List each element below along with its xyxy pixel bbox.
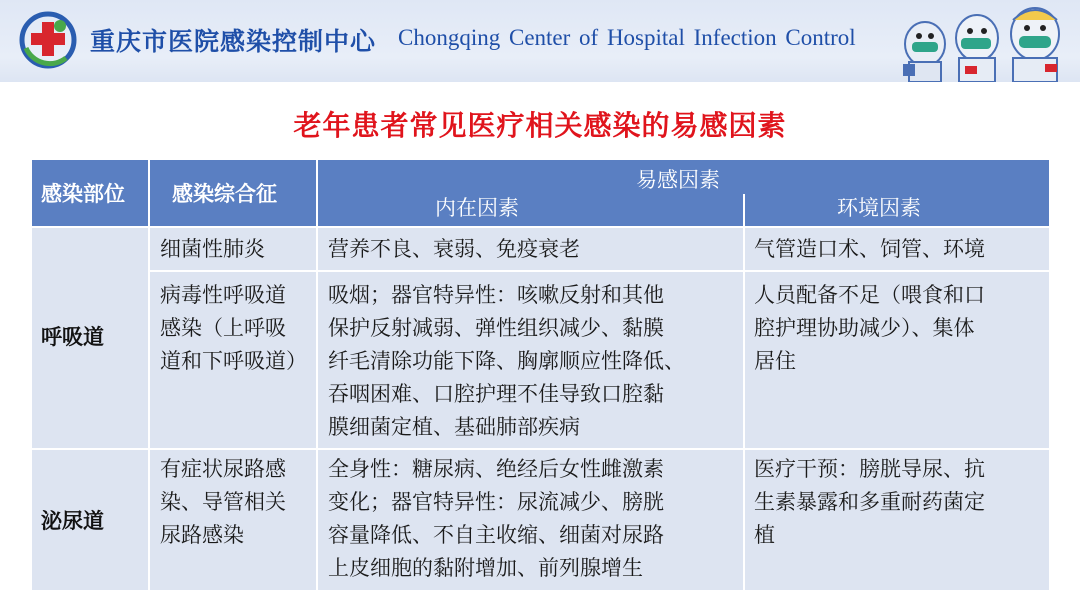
environment-urinary-line-1: 医疗干预：膀胱导尿、抗 — [754, 457, 985, 481]
intrinsic-viral-line-1: 吸烟；器官特异性：咳嗽反射和其他 — [328, 283, 664, 307]
intrinsic-bacterial: 营养不良、衰弱、免疫衰老 — [328, 237, 580, 261]
header-cell-environment: 环境因素 — [837, 196, 921, 220]
environment-urinary-line-3: 植 — [754, 523, 775, 547]
org-name-english: Chongqing Center of Hospital Infection Control — [398, 25, 856, 50]
environment-urinary-line-2: 生素暴露和多重耐药菌定 — [754, 490, 985, 514]
environment-bacterial: 气管造口术、饲管、环境 — [754, 237, 985, 261]
intrinsic-viral-line-2: 保护反射减弱、弹性组织减少、黏膜 — [328, 316, 664, 340]
slide-title: 老年患者常见医疗相关感染的易感因素 — [293, 109, 787, 142]
org-name-chinese: 重庆市医院感染控制中心 — [90, 27, 377, 56]
environment-viral-line-3: 居住 — [754, 349, 796, 373]
intrinsic-viral-line-3: 纤毛清除功能下降、胸廓顺应性降低、 — [328, 349, 685, 373]
site-urinary: 泌尿道 — [41, 509, 104, 533]
syndrome-urinary-line-1: 有症状尿路感 — [160, 457, 286, 481]
syndrome-viral-line-2: 感染（上呼吸 — [160, 316, 286, 340]
intrinsic-urinary-line-3: 容量降低、不自主收缩、细菌对尿路 — [328, 523, 664, 547]
header-cell-syndrome: 感染综合征 — [172, 182, 277, 206]
site-respiratory: 呼吸道 — [41, 325, 104, 349]
hospital-cross-logo-icon — [18, 10, 78, 70]
header-cell-factors: 易感因素 — [636, 168, 720, 192]
col-divider-1 — [148, 160, 150, 590]
intrinsic-urinary-line-4: 上皮细胞的黏附增加、前列腺增生 — [328, 556, 643, 580]
header-cell-intrinsic: 内在因素 — [435, 196, 519, 220]
intrinsic-viral-line-4: 吞咽困难、口腔护理不佳导致口腔黏 — [328, 382, 664, 406]
medical-staff-cartoon-icon — [895, 2, 1078, 82]
syndrome-urinary-line-3: 尿路感染 — [160, 523, 244, 547]
syndrome-bacterial-pneumonia: 细菌性肺炎 — [160, 237, 265, 261]
col-divider-3 — [743, 194, 745, 590]
syndrome-urinary-line-2: 染、导管相关 — [160, 490, 286, 514]
header-band — [0, 0, 1080, 82]
environment-viral-line-2: 腔护理协助减少）、集体 — [754, 316, 975, 340]
syndrome-viral-line-3: 道和下呼吸道） — [160, 349, 307, 373]
header-cell-site: 感染部位 — [41, 182, 125, 206]
environment-viral-line-1: 人员配备不足（喂食和口 — [754, 283, 985, 307]
intrinsic-urinary-line-1: 全身性：糖尿病、绝经后女性雌激素 — [328, 457, 664, 481]
intrinsic-urinary-line-2: 变化；器官特异性：尿流减少、膀胱 — [328, 490, 664, 514]
col-divider-2 — [316, 160, 318, 590]
syndrome-viral-line-1: 病毒性呼吸道 — [160, 283, 286, 307]
intrinsic-viral-line-5: 膜细菌定植、基础肺部疾病 — [328, 415, 580, 439]
